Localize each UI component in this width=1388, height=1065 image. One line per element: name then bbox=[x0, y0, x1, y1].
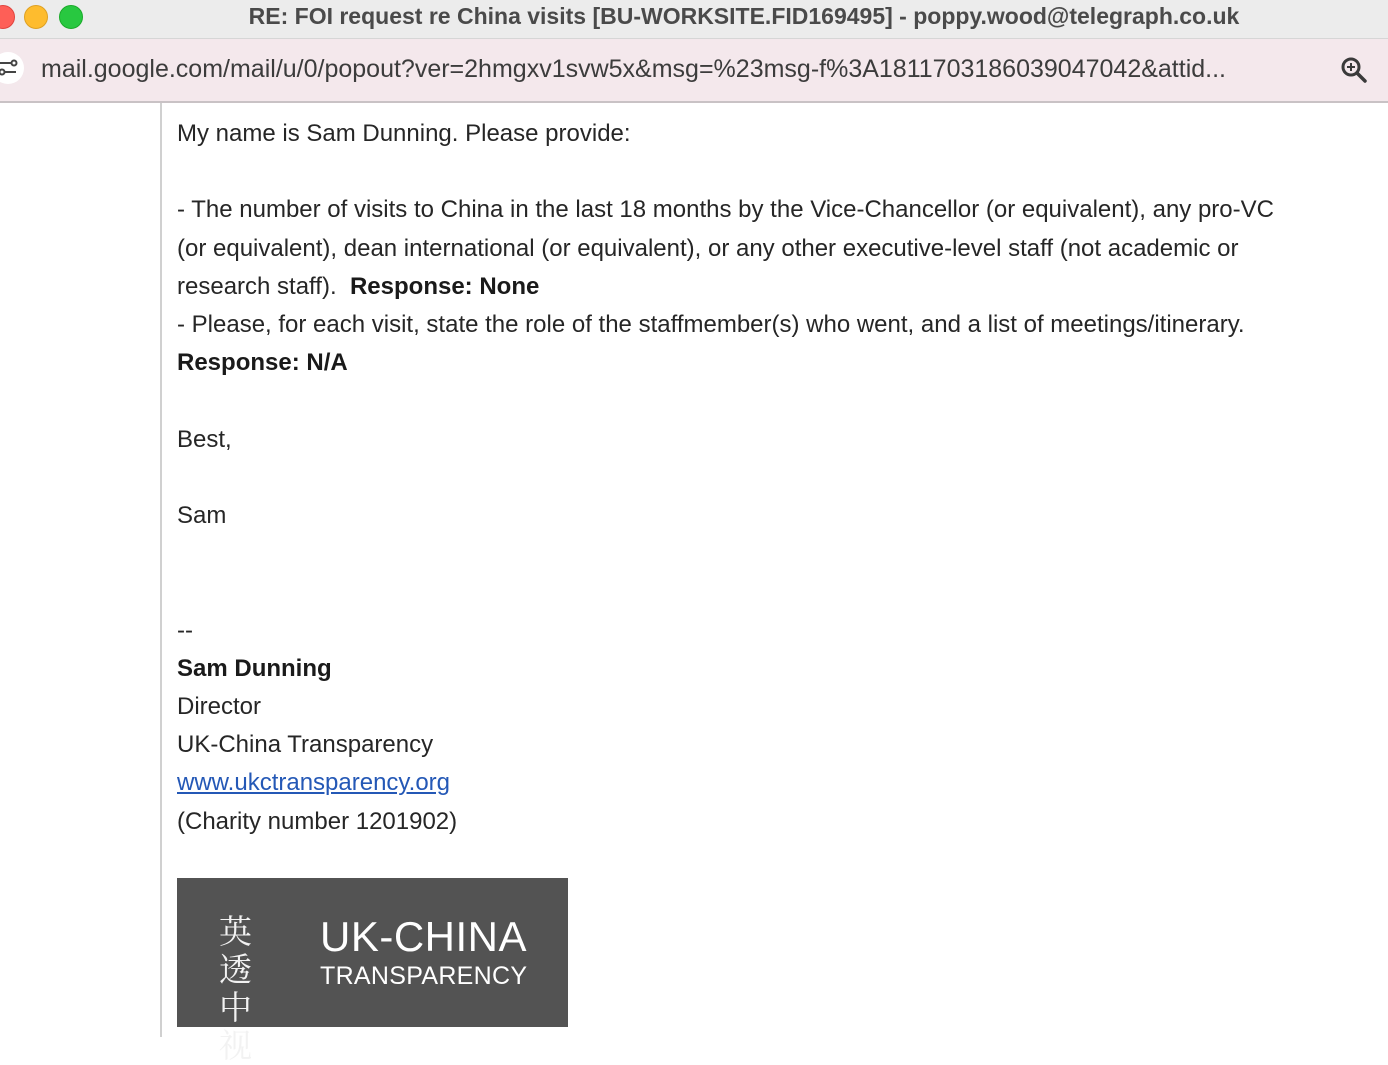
site-settings-icon[interactable] bbox=[0, 52, 24, 84]
quote-divider bbox=[160, 103, 162, 1037]
signature-name: Sam Dunning bbox=[177, 654, 332, 682]
window-title-bar bbox=[0, 0, 1388, 39]
minimize-window-button[interactable] bbox=[24, 5, 48, 29]
question-1-line-1: - The number of visits to China in the last 18 months by the Vice-Chancellor (or equivalent), any pro-VC bbox=[177, 196, 1274, 224]
signature-website-line bbox=[177, 764, 1367, 802]
url-field[interactable]: mail.google.com/mail/u/0/popout?ver=2hmgxv1svw5x&msg=%23msg-f%3A1811703186039047042&attid... bbox=[41, 55, 1226, 83]
window-title: RE: FOI request re China visits [BU-WORKSITE.FID169495] - poppy.wood@telegraph.co.uk bbox=[248, 3, 1240, 29]
address-bar bbox=[0, 39, 1388, 103]
question-2-response-line bbox=[177, 344, 1367, 382]
question-2-line-1: - Please, for each visit, state the role of the staffmember(s) who went, and a list of meetings/itinerary. bbox=[177, 311, 1245, 338]
signature-charity: (Charity number 1201902) bbox=[177, 807, 458, 835]
signature-role: Director bbox=[177, 692, 262, 720]
intro-line: My name is Sam Dunning. Please provide: bbox=[177, 120, 631, 147]
close-window-button[interactable] bbox=[0, 5, 15, 29]
question-1-line-2: (or equivalent), dean international (or equivalent), or any other executive-level staff (not academic or bbox=[177, 234, 1239, 262]
zoom-icon[interactable] bbox=[1340, 56, 1368, 89]
zoom-window-button[interactable] bbox=[59, 5, 83, 29]
question-1-response: Response: None bbox=[349, 272, 540, 300]
logo-title: UK-CHINA bbox=[320, 913, 528, 960]
question-2-response: Response: N/A bbox=[177, 349, 348, 377]
signature-org: UK-China Transparency bbox=[177, 731, 434, 759]
signature-website-link[interactable]: www.ukctransparency.org bbox=[177, 769, 450, 797]
closing: Best, bbox=[177, 425, 232, 453]
sender-first-name: Sam bbox=[177, 501, 227, 529]
question-1-text-end: research staff). bbox=[177, 272, 337, 300]
logo-cjk-text: 英透中视 bbox=[219, 912, 264, 1065]
signature-separator: -- bbox=[177, 616, 193, 644]
email-content bbox=[0, 103, 1388, 1065]
uk-china-transparency-logo bbox=[177, 878, 568, 1065]
question-1-line-3 bbox=[177, 268, 1367, 306]
logo-subtitle: TRANSPARENCY bbox=[320, 962, 528, 990]
email-body bbox=[177, 115, 1367, 841]
